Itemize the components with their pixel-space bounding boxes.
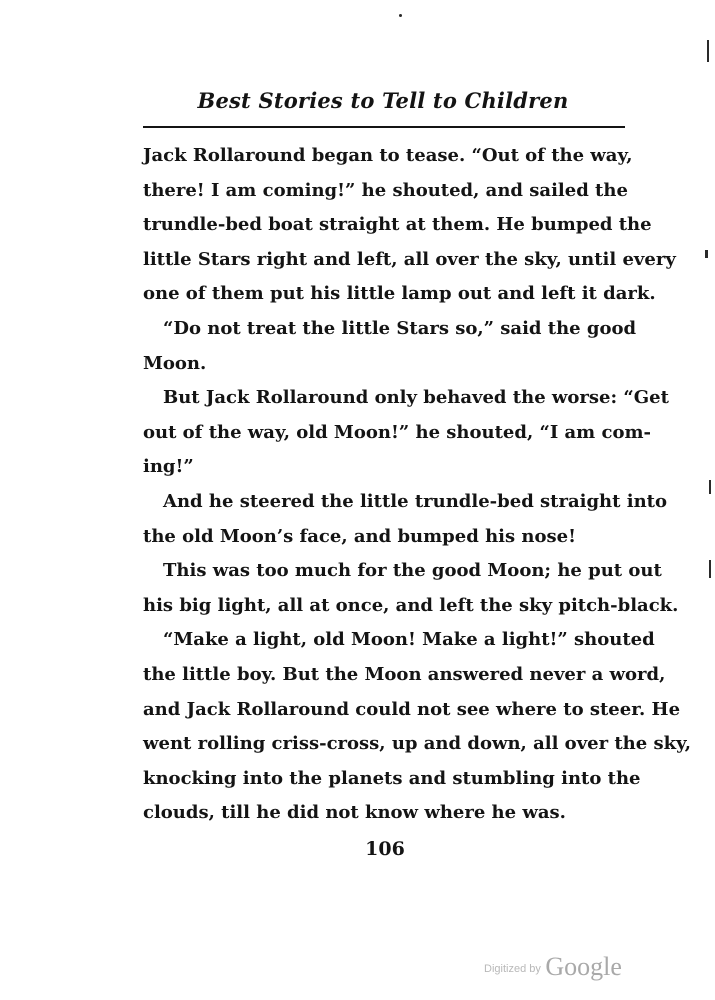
- text-line: the old Moon’s face, and bumped his nose!: [143, 525, 576, 547]
- body-text: [143, 139, 692, 831]
- digitized-watermark: [484, 952, 622, 982]
- text-line: Moon.: [143, 352, 207, 374]
- google-logo: Google: [545, 952, 622, 981]
- scan-edge-mark: [709, 480, 711, 494]
- scan-speck: [399, 14, 402, 17]
- text-line: and Jack Rollaround could not see where to steer. He: [143, 698, 681, 720]
- text-line: there! I am coming!” he shouted, and sailed the: [143, 179, 628, 201]
- text-line: “Make a light, old Moon! Make a light!” shouted: [163, 629, 655, 651]
- scan-edge-mark: [707, 40, 709, 62]
- scan-edge-mark: [705, 250, 708, 258]
- text-line: his big light, all at once, and left the sky pitch-black.: [143, 594, 679, 616]
- text-line: But Jack Rollaround only behaved the worse: “Get: [163, 387, 669, 409]
- text-line: little Stars right and left, all over the sky, until every: [143, 248, 676, 270]
- text-line: And he steered the little trundle-bed straight into: [163, 490, 667, 512]
- running-head: Best Stories to Tell to Children: [197, 88, 569, 113]
- text-line: clouds, till he did not know where he was.: [143, 802, 566, 824]
- text-line: went rolling criss-cross, up and down, all over the sky,: [143, 733, 692, 755]
- scan-edge-mark: [709, 560, 711, 578]
- page-number: 106: [365, 838, 405, 860]
- header-rule: [143, 126, 625, 128]
- text-line: one of them put his little lamp out and left it dark.: [143, 283, 656, 305]
- text-line: This was too much for the good Moon; he put out: [163, 560, 662, 582]
- text-line: Jack Rollaround began to tease. “Out of the way,: [143, 145, 633, 166]
- text-line: out of the way, old Moon!” he shouted, “I am com-: [143, 421, 651, 443]
- text-line: the little boy. But the Moon answered never a word,: [143, 663, 666, 685]
- text-line: “Do not treat the little Stars so,” said the good: [163, 317, 637, 339]
- text-line: trundle-bed boat straight at them. He bumped the: [143, 214, 652, 236]
- text-line: knocking into the planets and stumbling into the: [143, 767, 641, 789]
- text-line: ing!”: [143, 456, 194, 478]
- watermark-prefix: Digitized by: [484, 963, 541, 975]
